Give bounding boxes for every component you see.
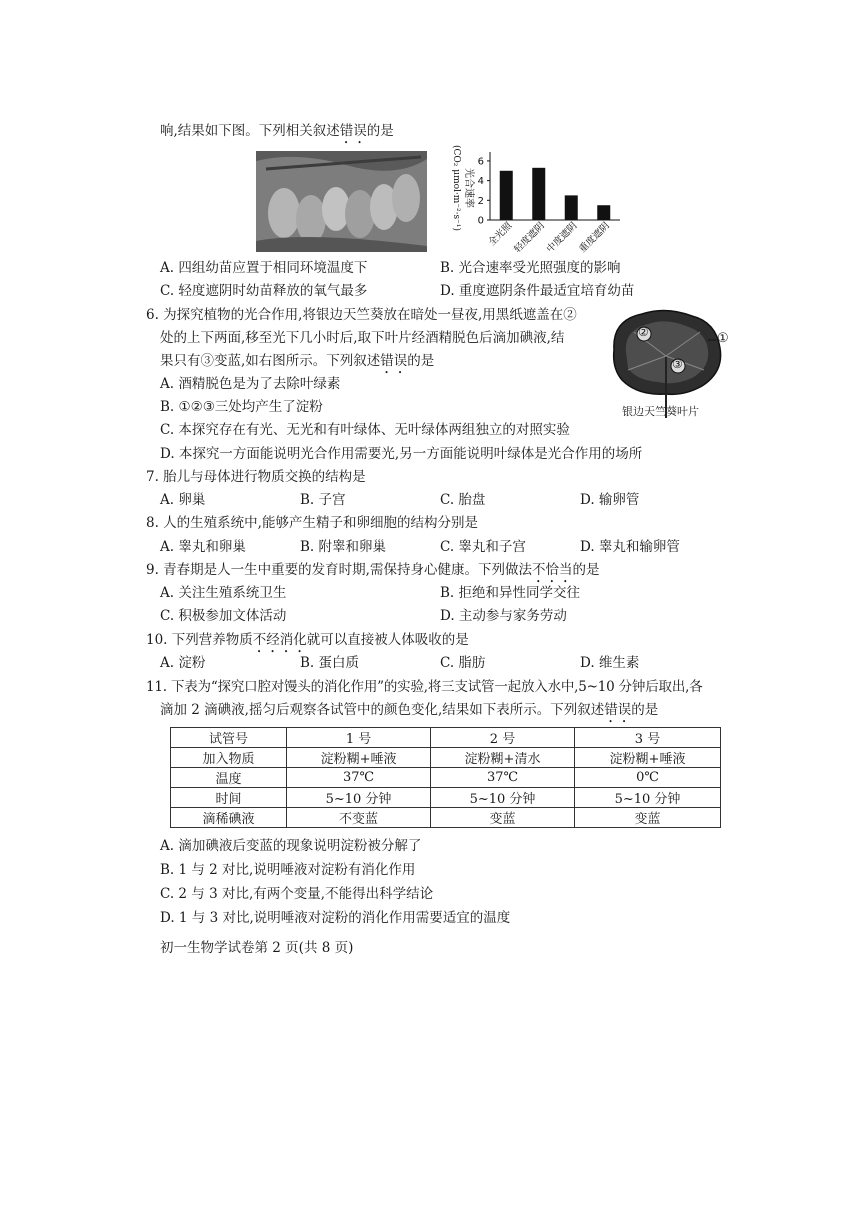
x-category-label: 全光照	[486, 220, 515, 249]
q6-stem-line2: 处的上下两面,移至光下几小时后,取下叶片经酒精脱色后滴加碘液,结	[160, 330, 565, 346]
table-cell: 不变蓝	[287, 808, 431, 828]
kiwi-photo	[256, 151, 427, 252]
q8-option-a: A. 睾丸和卵巢	[160, 539, 246, 555]
q10-option-c: C. 脂肪	[440, 655, 486, 671]
leaf-figure-caption: 银边天竺葵叶片	[622, 405, 699, 418]
table-header-cell: 试管号	[171, 728, 287, 748]
x-category-label: 轻度遮阴	[512, 220, 547, 256]
q11-option-c: C. 2 与 3 对比,有两个变量,不能得出科学结论	[160, 886, 434, 902]
y-tick-label: 0	[477, 215, 484, 227]
x-category-label: 重度遮阴	[577, 220, 612, 256]
q9-option-d: D. 主动参与家务劳动	[440, 608, 567, 624]
table-cell: 0℃	[575, 768, 721, 788]
q6-option-c: C. 本探究存在有光、无光和有叶绿体、无叶绿体两组独立的对照实验	[160, 422, 570, 438]
q6-option-b: B. ①②③三处均产生了淀粉	[160, 399, 323, 415]
table-cell: 5~10 分钟	[287, 788, 431, 808]
experiment-table	[170, 727, 721, 828]
q6-option-a: A. 酒精脱色是为了去除叶绿素	[160, 376, 341, 392]
q5-option-b: B. 光合速率受光照强度的影响	[440, 260, 621, 276]
y-tick-label: 4	[477, 176, 484, 188]
q11-stem-line2: 滴加 2 滴碘液,摇匀后观察各试管中的颜色变化,结果如下表所示。下列叙述错误的是	[160, 702, 659, 718]
q11-stem-line1: 11. 下表为“探究口腔对馒头的消化作用”的实验,将三支试管一起放入水中,5~10 分钟后取出,各	[146, 679, 703, 695]
table-cell: 淀粉糊+唾液	[575, 748, 721, 768]
leaf-label-1: ①	[717, 331, 729, 346]
q11-option-a: A. 滴加碘液后变蓝的现象说明淀粉被分解了	[160, 838, 422, 854]
bar	[500, 171, 513, 220]
q10-stem: 10. 下列营养物质不经消化就可以直接被人体吸收的是	[146, 632, 469, 648]
geranium-leaf-figure	[604, 308, 734, 418]
q11-option-d: D. 1 与 3 对比,说明唾液对淀粉的消化作用需要适宜的温度	[160, 910, 511, 926]
table-cell: 5~10 分钟	[431, 788, 575, 808]
table-row	[171, 788, 721, 808]
x-category-label: 中度遮阴	[544, 220, 580, 256]
q10-option-a: A. 淀粉	[160, 655, 206, 671]
y-axis-label	[451, 145, 476, 231]
q8-stem: 8. 人的生殖系统中,能够产生精子和卵细胞的结构分别是	[146, 515, 478, 531]
y-tick-label: 6	[477, 156, 484, 168]
bar	[565, 195, 578, 220]
q5-stem: 响,结果如下图。下列相关叙述错误的是	[160, 123, 394, 139]
leaf-label-3: ③	[672, 357, 683, 371]
table-cell: 加入物质	[171, 748, 287, 768]
q10-option-d: D. 维生素	[580, 655, 640, 671]
table-header-cell: 3 号	[575, 728, 721, 748]
table-cell: 5~10 分钟	[575, 788, 721, 808]
q6-stem-line1: 6. 为探究植物的光合作用,将银边天竺葵放在暗处一昼夜,用黑纸遮盖在②	[146, 307, 577, 323]
q6-option-d: D. 本探究一方面能说明光合作用需要光,另一方面能说明叶绿体是光合作用的场所	[160, 446, 643, 462]
q5-option-a: A. 四组幼苗应置于相同环境温度下	[160, 260, 368, 276]
q8-option-b: B. 附睾和卵巢	[300, 539, 387, 555]
table-row	[171, 768, 721, 788]
q9-option-a: A. 关注生殖系统卫生	[160, 585, 287, 601]
table-cell: 37℃	[431, 768, 575, 788]
table-header-row	[171, 728, 721, 748]
table-cell: 温度	[171, 768, 287, 788]
q9-option-c: C. 积极参加文体活动	[160, 608, 287, 624]
table-cell: 时间	[171, 788, 287, 808]
table-cell: 淀粉糊+清水	[431, 748, 575, 768]
q7-option-c: C. 胎盘	[440, 492, 486, 508]
q7-option-d: D. 输卵管	[580, 492, 640, 508]
q6-stem-line3: 果只有③变蓝,如右图所示。下列叙述错误的是	[160, 353, 435, 369]
y-axis-label-line1: 光合速率	[463, 168, 474, 208]
photosynthesis-bar-chart	[440, 142, 630, 267]
y-axis-label-line2: (CO₂ μmol·m⁻²·s⁻¹)	[451, 144, 461, 232]
q8-option-c: C. 睾丸和子宫	[440, 539, 526, 555]
q9-option-b: B. 拒绝和异性同学交往	[440, 585, 581, 601]
q9-stem: 9. 青春期是人一生中重要的发育时期,需保持身心健康。下列做法不恰当的是	[146, 562, 600, 578]
q7-stem: 7. 胎儿与母体进行物质交换的结构是	[146, 469, 366, 485]
q5-option-c: C. 轻度遮阴时幼苗释放的氧气最多	[160, 283, 368, 299]
table-header-cell: 1 号	[287, 728, 431, 748]
y-tick-label: 2	[477, 195, 484, 207]
table-cell: 淀粉糊+唾液	[287, 748, 431, 768]
bar	[597, 205, 610, 220]
q5-option-d: D. 重度遮阴条件最适宜培育幼苗	[440, 283, 635, 299]
table-header-cell: 2 号	[431, 728, 575, 748]
table-cell: 37℃	[287, 768, 431, 788]
table-row	[171, 808, 721, 828]
q8-option-d: D. 睾丸和输卵管	[580, 539, 680, 555]
q7-option-b: B. 子宫	[300, 492, 346, 508]
table-cell: 变蓝	[575, 808, 721, 828]
q7-option-a: A. 卵巢	[160, 492, 206, 508]
table-row	[171, 748, 721, 768]
q10-option-b: B. 蛋白质	[300, 655, 360, 671]
table-cell: 滴稀碘液	[171, 808, 287, 828]
leaf-label-2: ②	[638, 325, 649, 339]
q11-option-b: B. 1 与 2 对比,说明唾液对淀粉有消化作用	[160, 862, 416, 878]
page-footer: 初一生物学试卷第 2 页(共 8 页)	[160, 940, 354, 956]
bar	[532, 168, 545, 220]
table-cell: 变蓝	[431, 808, 575, 828]
